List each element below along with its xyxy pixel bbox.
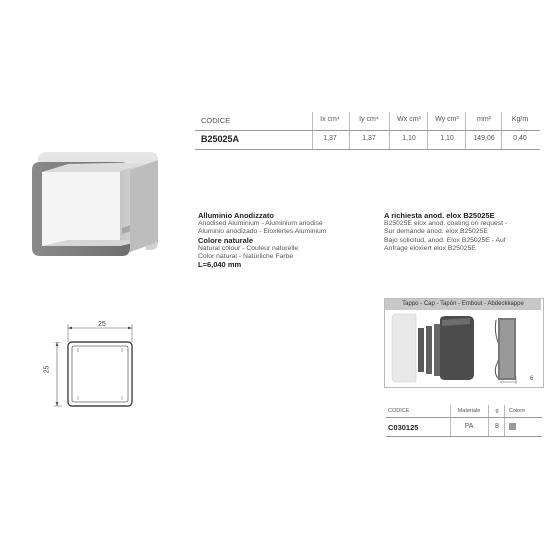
header-codice: CODICE <box>201 116 231 125</box>
value-wy: 1,10 <box>440 135 454 142</box>
cap-title: Tappo - Cap - Tapón - Embout - Abdeckkappe <box>385 299 541 310</box>
header-iy: Iy cm⁴ <box>359 116 379 123</box>
height-dimension-label: 25 <box>43 365 51 374</box>
on-request-line: Sur demande anod. elox B25025E <box>384 228 488 236</box>
header-ix: Ix cm⁴ <box>320 116 340 123</box>
spec-table <box>195 112 540 150</box>
header-wy: Wy cm³ <box>435 116 459 123</box>
cap-material: PA <box>464 423 474 430</box>
spec-table-header <box>195 112 540 131</box>
colour-line: Natural colour - Couleur naturelle <box>198 244 299 252</box>
on-request-line: B25025E elox anod. coating on request - <box>384 220 508 228</box>
cap-header-weight: g <box>495 408 499 414</box>
cap-image <box>386 312 540 386</box>
on-request-description <box>384 212 544 253</box>
colour-title: Colore naturale <box>198 235 254 245</box>
cap-table <box>386 405 542 437</box>
cap-weight: 8 <box>495 423 499 430</box>
material-title: Alluminio Anodizzato <box>198 211 274 220</box>
cap-code: C030125 <box>388 423 419 432</box>
value-weight: 0,40 <box>513 135 527 142</box>
on-request-title: A richiesta anod. elox B25025E <box>384 211 495 220</box>
cap-header-colour: Colore <box>508 408 526 414</box>
section-drawing <box>60 318 142 418</box>
value-wx: 1,10 <box>402 135 416 142</box>
header-wx: Wx cm³ <box>397 116 421 123</box>
profile-3d-image <box>28 148 168 258</box>
on-request-line: Anfrage eloxiert elox B25025E <box>384 244 476 252</box>
profile-code: B25025A <box>201 134 240 144</box>
header-weight: Kg/m <box>511 116 529 123</box>
header-area: mm² <box>477 116 491 123</box>
value-iy: 1,37 <box>362 135 376 142</box>
value-ix: 1,37 <box>323 135 337 142</box>
cap-dimension-label: 6 <box>530 376 534 382</box>
height-dimension-line <box>52 342 62 408</box>
colour-line: Color natural - Natürliche Farbe <box>198 253 294 261</box>
value-area: 149,06 <box>473 135 495 142</box>
width-dimension-label: 25 <box>98 321 106 328</box>
cap-header-material: Materiale <box>457 408 481 414</box>
cap-table-header <box>386 405 542 418</box>
material-line: Aluminio anodizado - Eloxiertes Aluminium <box>198 228 327 236</box>
cap-header-codice: CODICE <box>388 408 410 414</box>
spec-table-row <box>195 131 540 150</box>
on-request-line: Bajo solicitud, anod. Elox B25025E - Auf <box>384 236 506 244</box>
material-description <box>198 212 378 269</box>
cap-table-row <box>386 418 542 437</box>
cap-colour-swatch <box>509 423 516 430</box>
material-line: Anodised Aluminium - Aluminium anodisé <box>198 220 323 228</box>
length-label: L=6,040 mm <box>198 260 242 270</box>
